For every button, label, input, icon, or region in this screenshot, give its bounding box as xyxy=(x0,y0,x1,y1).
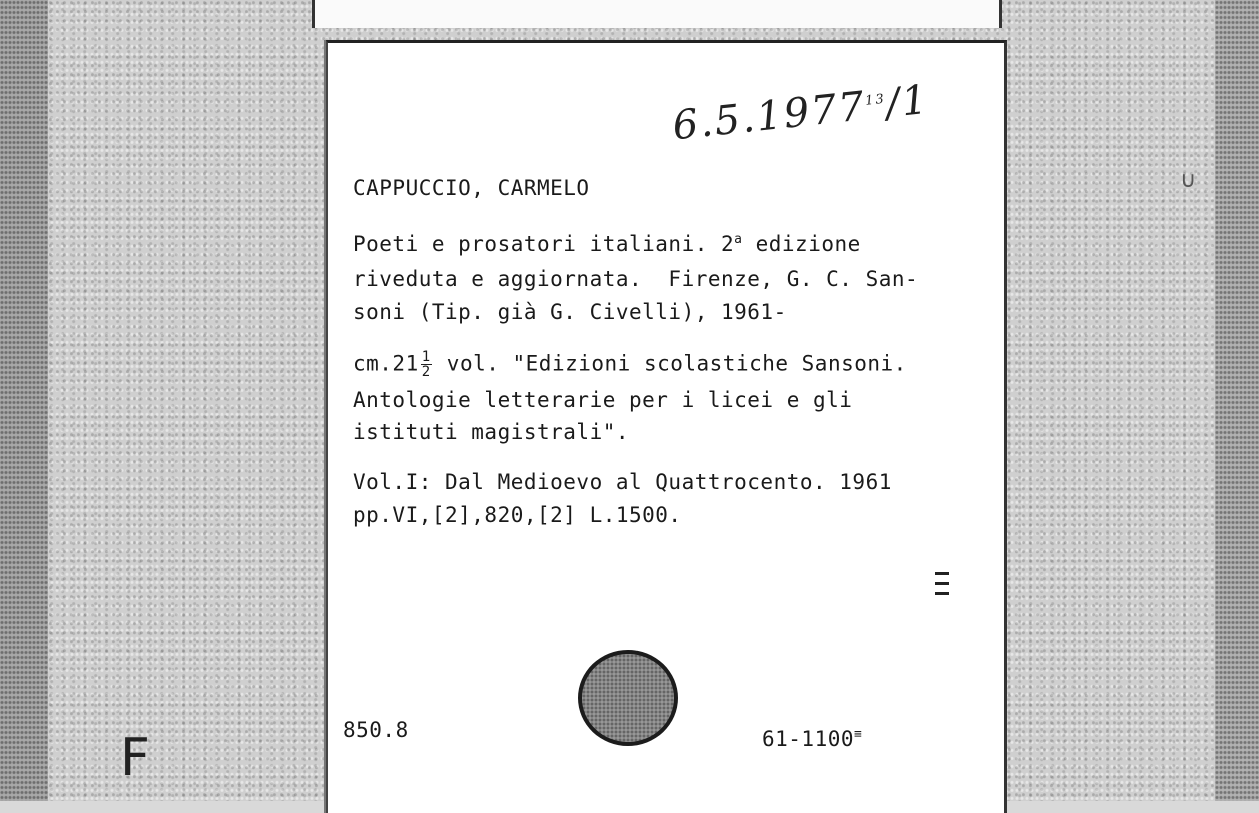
fraction-denominator: 2 xyxy=(421,364,431,380)
date-text: 6.5.1977 xyxy=(670,83,869,150)
catalog-number-text: 61-1100 xyxy=(762,727,855,751)
title-line-3: soni (Tip. già G. Civelli), 1961- xyxy=(353,300,787,324)
title-line-2: riveduta e aggiornata. Firenze, G. C. San- xyxy=(353,267,919,291)
title-line-1-pre: Poeti e prosatori italiani. 2 xyxy=(353,232,735,256)
edition-superscript: a xyxy=(734,232,743,247)
title-line-1-post: edizione xyxy=(742,232,861,256)
classification-number: 850.8 xyxy=(343,718,409,742)
catalog-number xyxy=(762,727,862,751)
author-heading: CAPPUCCIO, CARMELO xyxy=(353,176,590,200)
title-line-1 xyxy=(353,232,861,256)
size-fraction xyxy=(421,350,432,379)
date-sub: 1 xyxy=(899,76,932,126)
fraction-numerator: 1 xyxy=(421,349,431,365)
description-line-2: Antologie letterarie per i licei e gli xyxy=(353,388,853,412)
volume-line-1: Vol.I: Dal Medioevo al Quattrocento. 1961 xyxy=(353,470,892,494)
catalog-mark xyxy=(935,572,949,602)
date-sup: 13 xyxy=(864,91,887,109)
margin-letter: F xyxy=(120,728,150,788)
series-text: vol. "Edizioni scolastiche Sansoni. xyxy=(433,351,907,376)
description-line-1 xyxy=(353,350,907,379)
scan-edge-right xyxy=(1215,0,1259,801)
handwritten-date: 6.5.1977$^{13}$/1 xyxy=(670,76,932,150)
punch-hole xyxy=(578,650,678,746)
margin-mark: ∪ xyxy=(1180,168,1197,193)
size-text: cm.21 xyxy=(353,351,419,376)
scan-edge-left xyxy=(0,0,48,801)
description-line-3: istituti magistrali". xyxy=(353,420,630,444)
catalog-number-mark: ≡ xyxy=(854,727,863,742)
volume-line-2: pp.VI,[2],820,[2] L.1500. xyxy=(353,503,682,527)
card-behind xyxy=(312,0,1002,28)
